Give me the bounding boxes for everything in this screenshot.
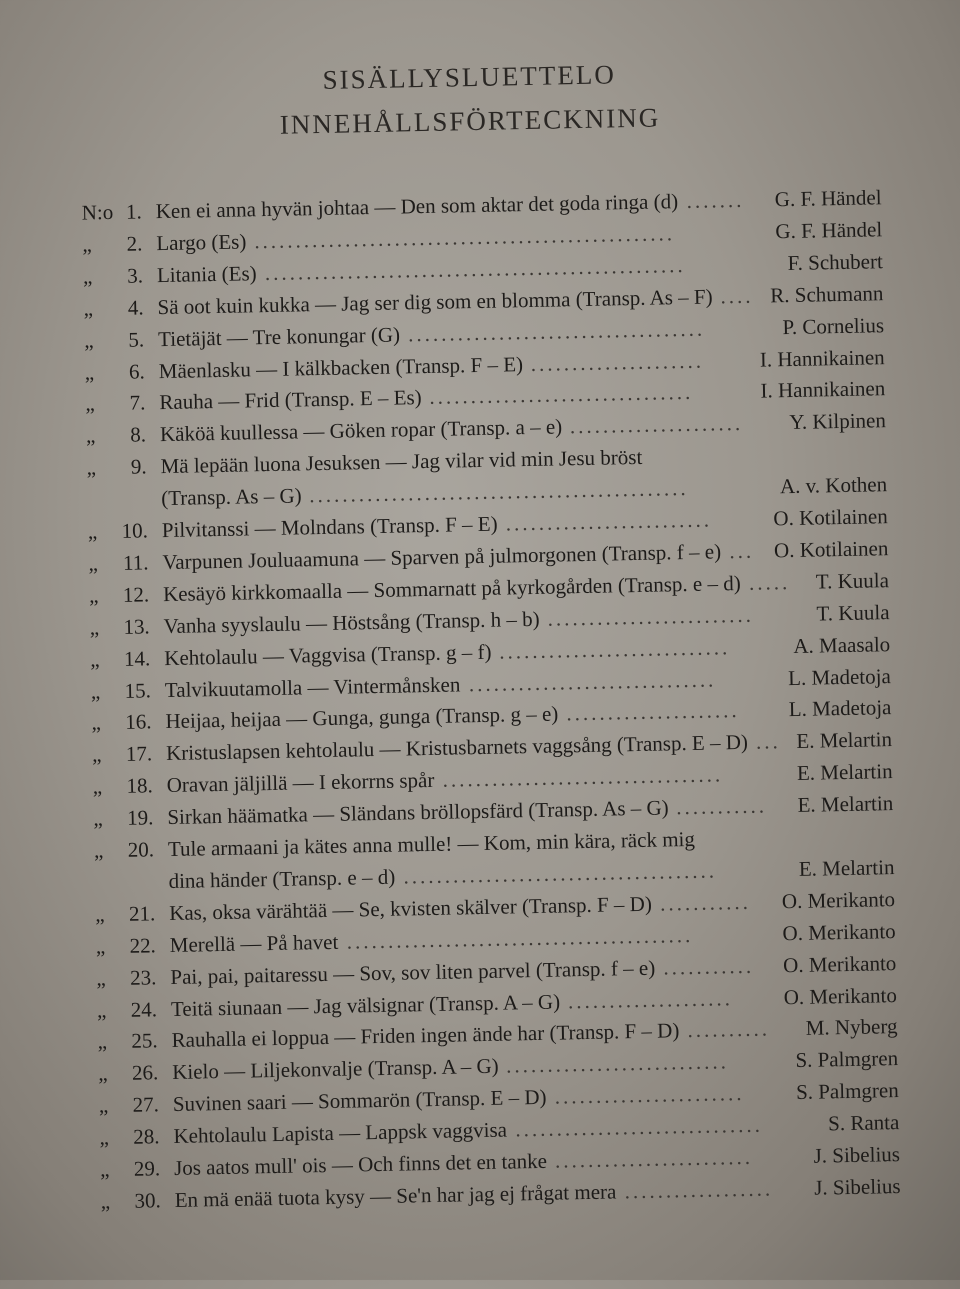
entry-composer: S. Palmgren [795, 1046, 899, 1073]
entry-number: 9. [130, 454, 147, 479]
entry-prefix: „ [93, 838, 104, 863]
entry-composer: T. Kuula [815, 567, 890, 594]
entry-number: 19. [126, 805, 154, 830]
entry-prefix: „ [83, 327, 94, 353]
entry-number: 11. [122, 550, 149, 575]
entry-prefix: „ [97, 1029, 108, 1054]
entry-number: 6. [128, 358, 146, 384]
entry-prefix: „ [95, 933, 106, 959]
entry-title: En mä enää tuota kysy — Se'n har jag ej frågat mera [174, 1179, 617, 1212]
entry-prefix: „ [98, 1093, 109, 1118]
dot-leader: ......................... [505, 507, 713, 536]
dot-leader: ..................... [566, 698, 740, 726]
entry-title: Litania (Es) [156, 261, 257, 287]
entry-prefix: „ [91, 710, 102, 735]
entry-title: Kesäyö kirkkomaalla — Sommarnatt på kyrkogården (Transp. e – d) [162, 570, 741, 606]
entry-composer: O. Kotilainen [773, 536, 889, 563]
dot-leader: ... [729, 538, 755, 564]
dot-leader: ........... [663, 953, 755, 980]
entry-prefix: „ [85, 423, 96, 448]
dot-leader: ........................ [554, 1144, 754, 1173]
entry-number: 2. [126, 231, 143, 256]
entry-prefix: „ [90, 646, 100, 672]
entry-title: Ken ei anna hyvän johtaa — Den som aktar det goda ringa (d) [155, 189, 679, 224]
entry-prefix: „ [86, 455, 97, 480]
dot-leader: ..................... [530, 348, 705, 376]
entry-number: 4. [127, 295, 144, 320]
entry-prefix: „ [99, 1157, 110, 1182]
dot-leader: ......................... [547, 602, 755, 631]
entry-number: 10. [121, 518, 149, 543]
entry-prefix: „ [91, 742, 102, 767]
entry-number: 13. [123, 614, 150, 639]
dot-leader: .................... [567, 985, 734, 1013]
entry-prefix: „ [96, 997, 107, 1022]
entry-number [96, 866, 154, 867]
entry-prefix: „ [93, 806, 103, 831]
entry-title: Rauhalla ei loppua — Friden ingen ände har (Transp. F – D) [171, 1018, 680, 1053]
entry-number: 12. [122, 582, 150, 607]
entry-composer: I. Hannikainen [759, 344, 885, 372]
entry-number: 23. [129, 964, 157, 990]
entry-title: Oravan jäljillä — I ekorrns spår [166, 768, 435, 798]
dot-leader: ..................... [569, 411, 744, 439]
entry-composer: Y. Kilpinen [789, 408, 887, 435]
dot-leader: ............................ [498, 634, 731, 664]
dot-leader: ..... [748, 569, 791, 595]
entry-composer: G. F. Händel [774, 185, 882, 212]
dot-leader: ... [755, 729, 781, 755]
entry-number: 5. [128, 326, 145, 352]
entry-composer: S. Palmgren [795, 1078, 899, 1105]
entry-title: Sä oot kuin kukka — Jag ser dig som en blomma (Transp. As – F) [157, 284, 713, 319]
entry-title: Kas, oksa värähtää — Se, kvisten skälver (Transp. F – D) [168, 891, 653, 925]
dot-leader: ...................................... [403, 858, 718, 889]
entry-prefix [87, 484, 127, 485]
entry-composer: P. Cornelius [782, 312, 885, 339]
entry-prefix: „ [83, 296, 94, 321]
dot-leader: ................................ [429, 380, 694, 410]
entry-composer: E. Melartin [796, 727, 893, 754]
entry-number: 1. [125, 199, 142, 224]
entry-prefix: „ [96, 965, 106, 991]
entry-title: Rauha — Frid (Transp. E – Es) [159, 385, 422, 415]
entry-title: Kehtolaulu Lapista — Lappsk vaggvisa [173, 1117, 508, 1149]
entry-composer: O. Merikanto [783, 982, 898, 1009]
entry-number: 14. [123, 645, 151, 671]
dot-leader: .......... [687, 1016, 771, 1043]
dot-leader: ........... [659, 889, 752, 916]
entry-composer: M. Nyberg [805, 1014, 898, 1041]
entry-prefix: „ [82, 232, 92, 257]
entry-number: 29. [133, 1156, 161, 1181]
entry-composer: A. Maasalo [793, 631, 891, 658]
entry-title: Heijaa, heijaa — Gunga, gunga (Transp. g – e) [165, 701, 559, 734]
dot-leader: .... [720, 283, 754, 309]
entry-title: Pilvitanssi — Molndans (Transp. F – E) [161, 511, 498, 543]
entry-title: dina händer (Transp. e – d) [168, 864, 396, 893]
entry-prefix: N:o [81, 199, 114, 225]
entry-number: 27. [132, 1092, 160, 1117]
dot-leader: .............................. [468, 666, 717, 696]
entry-title: Jos aatos mull' ois — Och finns det en tanke [173, 1148, 548, 1180]
entry-title: Tule armaani ja kätes anna mulle! — Kom, min kära, räck mig [167, 826, 696, 862]
dot-leader: .......................................... [346, 922, 694, 954]
entry-title: Merellä — På havet [169, 929, 339, 957]
entry-number: 22. [129, 932, 157, 958]
entry-composer: J. Sibelius [813, 1173, 901, 1200]
entry-number: 30. [134, 1188, 161, 1213]
dot-leader: ....... [686, 187, 745, 213]
entry-composer: I. Hannikainen [760, 376, 886, 403]
entry-composer: O. Merikanto [782, 918, 896, 945]
entry-composer: F. Schubert [787, 248, 884, 275]
dot-leader: .............................. [515, 1112, 764, 1142]
entry-prefix: „ [92, 774, 103, 799]
dot-leader: ........................... [505, 1049, 730, 1078]
dot-leader: ................................................... [264, 252, 686, 285]
entry-title: Mäenlasku — I kälkbacken (Transp. F – E) [158, 351, 524, 383]
entry-title: Mä lepään luona Jesuksen — Jag vilar vid min Jesu bröst [160, 445, 643, 479]
entry-number: 26. [131, 1060, 159, 1086]
entry-composer: E. Melartin [797, 791, 894, 818]
dot-leader: .............................................. [308, 476, 689, 508]
entry-number: 24. [130, 996, 158, 1022]
entry-title: Pai, pai, paitaressu — Sov, sov liten parvel (Transp. f – e) [170, 955, 656, 989]
entry-number: 25. [131, 1028, 158, 1054]
entry-composer: T. Kuula [816, 599, 890, 626]
page-title-finnish: SISÄLLYSLUETTELO [322, 59, 617, 95]
entry-prefix: „ [98, 1061, 108, 1086]
dot-leader: ....................... [554, 1081, 745, 1109]
entry-title: Kristuslapsen kehtolaulu — Kristusbarnets vaggsång (Transp. E – D) [165, 730, 749, 766]
entry-composer: O. Merikanto [781, 886, 896, 914]
entry-number: 28. [132, 1124, 160, 1149]
entry-prefix [94, 867, 134, 868]
entry-composer: A. v. Kothen [779, 472, 888, 499]
dot-leader: .................................... [407, 316, 706, 346]
dot-leader: ................................................... [254, 221, 676, 254]
entry-title: Kehtolaulu — Vaggvisa (Transp. g – f) [164, 639, 492, 670]
entry-prefix: „ [89, 615, 100, 640]
entry-composer: L. Madetoja [787, 663, 891, 690]
page-title-swedish: INNEHÅLLSFÖRTECKNING [279, 102, 661, 140]
entry-title: Talvikuutamolla — Vintermånsken [164, 671, 461, 702]
entry-prefix: „ [100, 1189, 111, 1214]
entry-number: 17. [125, 741, 153, 767]
dot-leader: .................................. [442, 762, 724, 792]
entry-number: 7. [129, 390, 146, 416]
entry-number: 20. [127, 837, 155, 862]
entry-title: Varpunen Jouluaamuna — Sparven på julmorgonen (Transp. f – e) [162, 539, 722, 574]
entry-prefix: „ [87, 519, 98, 544]
entry-number [89, 483, 147, 484]
entry-prefix: „ [94, 902, 105, 927]
entry-composer: L. Madetoja [788, 695, 892, 722]
entry-title: Tietäjät — Tre konungar (G) [157, 322, 401, 351]
entry-prefix: „ [82, 264, 93, 289]
entry-title: Suvinen saari — Sommarön (Transp. E – D) [172, 1084, 547, 1117]
entry-title: Teitä siunaan — Jag välsignar (Transp. A – G) [170, 989, 561, 1021]
entry-composer: J. Sibelius [813, 1142, 901, 1168]
entry-title: (Transp. As – G) [160, 483, 302, 511]
entry-composer: O. Merikanto [782, 950, 897, 977]
entry-composer: R. Schumann [770, 280, 884, 308]
entry-prefix: „ [88, 583, 99, 608]
entry-composer: E. Melartin [798, 854, 895, 881]
entry-title: Kielo — Liljekonvalje (Transp. A – G) [172, 1054, 499, 1085]
dot-leader: .................. [624, 1176, 774, 1204]
entry-title: Largo (Es) [156, 229, 247, 256]
entry-prefix: „ [90, 678, 101, 703]
entry-number: 21. [128, 901, 156, 926]
entry-prefix: „ [88, 551, 99, 576]
entry-title: Sirkan häämatka — Sländans bröllopsfärd (Transp. As – G) [167, 795, 669, 830]
entry-title: Vanha syyslaulu — Höstsång (Transp. h – b) [163, 606, 540, 638]
entry-number: 15. [124, 677, 152, 703]
entry-number: 3. [126, 263, 144, 288]
entry-title: Käköä kuullessa — Göken ropar (Transp. a – e) [159, 414, 563, 447]
entry-number: 16. [125, 709, 152, 735]
entry-composer: G. F. Händel [775, 217, 883, 244]
entry-number: 8. [130, 422, 147, 447]
entry-number: 18. [126, 773, 153, 798]
entry-prefix: „ [85, 391, 95, 416]
entry-prefix: „ [84, 359, 95, 385]
entry-composer: O. Kotilainen [773, 504, 888, 531]
entry-prefix: „ [99, 1125, 110, 1150]
dot-leader: ........... [676, 793, 768, 820]
entry-composer: S. Ranta [827, 1110, 900, 1136]
entry-composer: E. Melartin [796, 759, 893, 786]
